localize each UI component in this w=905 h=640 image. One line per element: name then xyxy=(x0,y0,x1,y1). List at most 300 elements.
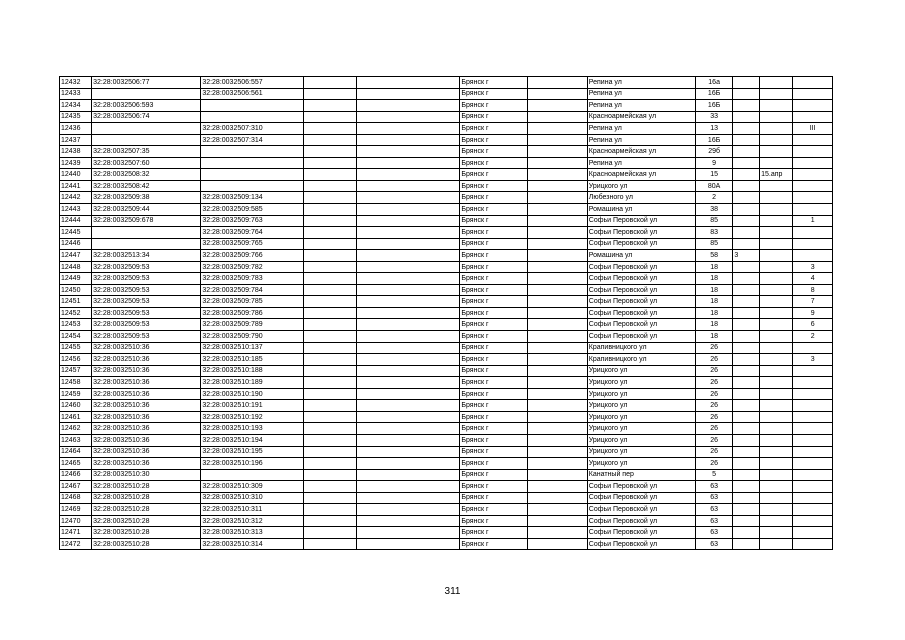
table-cell xyxy=(356,400,460,412)
table-cell: Брянск г xyxy=(460,273,527,285)
table-cell: 12433 xyxy=(60,88,92,100)
table-cell: 63 xyxy=(695,481,732,493)
table-cell xyxy=(760,134,793,146)
table-cell xyxy=(760,481,793,493)
table-cell: 3 xyxy=(793,354,833,366)
table-cell: 16Б xyxy=(695,88,732,100)
table-row xyxy=(60,157,833,169)
table-cell xyxy=(304,538,356,550)
table-cell xyxy=(733,180,760,192)
table-cell: 32:28:0032506:557 xyxy=(201,77,304,89)
table-cell: 7 xyxy=(793,296,833,308)
table-cell xyxy=(527,527,587,539)
table-cell: Брянск г xyxy=(460,400,527,412)
table-cell xyxy=(527,434,587,446)
table-cell xyxy=(527,123,587,135)
table-cell: Брянск г xyxy=(460,296,527,308)
table-cell: 26 xyxy=(695,434,732,446)
table-cell: 3 xyxy=(793,261,833,273)
table-cell xyxy=(793,434,833,446)
table-cell xyxy=(527,538,587,550)
table-cell: 32:28:0032510:193 xyxy=(201,423,304,435)
table-cell: 26 xyxy=(695,446,732,458)
table-cell: 32:28:0032510:28 xyxy=(92,515,201,527)
table-cell xyxy=(356,434,460,446)
table-cell: 12459 xyxy=(60,388,92,400)
table-cell: 15 xyxy=(695,169,732,181)
table-cell: Брянск г xyxy=(460,284,527,296)
table-cell: Софьи Перовской ул xyxy=(587,215,695,227)
table-cell xyxy=(356,527,460,539)
table-cell: 32:28:0032506:77 xyxy=(92,77,201,89)
table-cell xyxy=(760,319,793,331)
table-cell: 26 xyxy=(695,342,732,354)
table-cell: 32:28:0032510:36 xyxy=(92,365,201,377)
table-cell xyxy=(793,342,833,354)
table-row xyxy=(60,169,833,181)
table-cell xyxy=(356,504,460,516)
table-cell xyxy=(733,458,760,470)
table-cell xyxy=(733,331,760,343)
table-cell: 32:28:0032507:35 xyxy=(92,146,201,158)
table-cell: 63 xyxy=(695,538,732,550)
table-cell xyxy=(793,400,833,412)
table-cell: 85 xyxy=(695,238,732,250)
table-cell: 12445 xyxy=(60,227,92,239)
table-cell: 9 xyxy=(695,157,732,169)
table-cell xyxy=(760,527,793,539)
table-cell xyxy=(793,458,833,470)
table-cell xyxy=(793,492,833,504)
table-cell: 32:28:0032509:783 xyxy=(201,273,304,285)
table-cell xyxy=(760,423,793,435)
table-cell xyxy=(356,319,460,331)
table-cell xyxy=(92,238,201,250)
table-row xyxy=(60,538,833,550)
table-cell xyxy=(733,469,760,481)
table-cell: 32:28:0032510:36 xyxy=(92,400,201,412)
table-cell: 9 xyxy=(793,307,833,319)
table-cell xyxy=(356,261,460,273)
table-cell: 32:28:0032510:312 xyxy=(201,515,304,527)
table-cell xyxy=(733,342,760,354)
table-cell: 32:28:0032510:36 xyxy=(92,342,201,354)
table-cell: Урицкого ул xyxy=(587,365,695,377)
table-cell xyxy=(793,77,833,89)
table-cell: 1 xyxy=(793,215,833,227)
table-cell: Урицкого ул xyxy=(587,411,695,423)
table-cell xyxy=(527,342,587,354)
table-cell xyxy=(527,481,587,493)
table-cell: 12465 xyxy=(60,458,92,470)
table-cell xyxy=(733,515,760,527)
table-cell: Репина ул xyxy=(587,88,695,100)
table-cell: 32:28:0032510:28 xyxy=(92,504,201,516)
table-row xyxy=(60,100,833,112)
table-cell xyxy=(527,307,587,319)
table-cell: 32:28:0032510:196 xyxy=(201,458,304,470)
table-cell xyxy=(760,377,793,389)
table-cell: 32:28:0032506:593 xyxy=(92,100,201,112)
table-cell xyxy=(356,111,460,123)
table-cell: 4 xyxy=(793,273,833,285)
table-cell xyxy=(733,77,760,89)
table-cell: 12456 xyxy=(60,354,92,366)
table-cell xyxy=(201,111,304,123)
table-cell: 12439 xyxy=(60,157,92,169)
table-row xyxy=(60,261,833,273)
table-cell: Урицкого ул xyxy=(587,400,695,412)
table-cell: 16Б xyxy=(695,100,732,112)
table-cell: 32:28:0032510:36 xyxy=(92,458,201,470)
table-cell: Урицкого ул xyxy=(587,458,695,470)
table-cell: Брянск г xyxy=(460,538,527,550)
table-cell xyxy=(356,446,460,458)
table-cell xyxy=(733,88,760,100)
table-cell: 32:28:0032509:782 xyxy=(201,261,304,273)
table-cell xyxy=(733,446,760,458)
table-cell xyxy=(760,469,793,481)
table-cell: 12468 xyxy=(60,492,92,504)
table-cell xyxy=(733,123,760,135)
table-cell xyxy=(733,504,760,516)
table-cell: 32:28:0032510:188 xyxy=(201,365,304,377)
table-cell xyxy=(733,111,760,123)
table-cell: 26 xyxy=(695,423,732,435)
table-cell: Урицкого ул xyxy=(587,180,695,192)
table-cell xyxy=(304,273,356,285)
table-cell xyxy=(733,411,760,423)
table-cell: Брянск г xyxy=(460,504,527,516)
table-row xyxy=(60,296,833,308)
table-cell: 32:28:0032510:314 xyxy=(201,538,304,550)
table-cell: Брянск г xyxy=(460,411,527,423)
table-cell xyxy=(356,169,460,181)
table-cell xyxy=(527,296,587,308)
table-cell xyxy=(527,284,587,296)
table-cell: 32:28:0032510:36 xyxy=(92,423,201,435)
table-cell xyxy=(527,169,587,181)
table-cell xyxy=(356,458,460,470)
table-cell xyxy=(733,227,760,239)
table-cell: 32:28:0032510:190 xyxy=(201,388,304,400)
table-cell: Красноармейская ул xyxy=(587,111,695,123)
table-cell xyxy=(356,515,460,527)
table-cell xyxy=(356,77,460,89)
table-cell xyxy=(304,434,356,446)
table-cell xyxy=(92,88,201,100)
table-row xyxy=(60,504,833,516)
table-cell xyxy=(304,388,356,400)
table-cell xyxy=(201,180,304,192)
table-cell xyxy=(304,284,356,296)
table-cell: 32:28:0032509:763 xyxy=(201,215,304,227)
table-cell: Брянск г xyxy=(460,515,527,527)
table-cell: 32:28:0032509:53 xyxy=(92,261,201,273)
table-cell xyxy=(304,134,356,146)
table-cell: 12452 xyxy=(60,307,92,319)
table-cell: 12440 xyxy=(60,169,92,181)
table-cell: 32:28:0032509:53 xyxy=(92,319,201,331)
table-cell: 63 xyxy=(695,515,732,527)
table-cell xyxy=(527,134,587,146)
table-cell xyxy=(733,134,760,146)
table-cell: 32:28:0032510:36 xyxy=(92,377,201,389)
table-cell xyxy=(793,423,833,435)
table-cell: 12447 xyxy=(60,250,92,262)
table-cell xyxy=(527,331,587,343)
table-cell xyxy=(793,388,833,400)
table-cell xyxy=(793,515,833,527)
table-cell xyxy=(356,284,460,296)
table-cell: Брянск г xyxy=(460,342,527,354)
table-cell: 2 xyxy=(793,331,833,343)
table-cell xyxy=(760,354,793,366)
table-cell xyxy=(356,538,460,550)
table-cell xyxy=(793,250,833,262)
table-cell xyxy=(527,365,587,377)
table-row xyxy=(60,481,833,493)
table-cell: Софьи Перовской ул xyxy=(587,307,695,319)
table-cell: Крапивницкого ул xyxy=(587,354,695,366)
table-row xyxy=(60,527,833,539)
table-cell: 12435 xyxy=(60,111,92,123)
table-cell: Софьи Перовской ул xyxy=(587,296,695,308)
table-cell xyxy=(304,215,356,227)
table-cell: Красноармейская ул xyxy=(587,169,695,181)
table-cell: 13 xyxy=(695,123,732,135)
table-cell xyxy=(793,134,833,146)
table-cell: 12434 xyxy=(60,100,92,112)
table-cell: 12442 xyxy=(60,192,92,204)
table-row xyxy=(60,238,833,250)
table-cell xyxy=(304,307,356,319)
table-cell xyxy=(793,377,833,389)
table-cell xyxy=(356,342,460,354)
table-row xyxy=(60,458,833,470)
table-cell: 18 xyxy=(695,319,732,331)
table-cell xyxy=(304,204,356,216)
table-cell xyxy=(733,284,760,296)
table-cell xyxy=(356,204,460,216)
table-cell xyxy=(527,238,587,250)
table-cell xyxy=(793,538,833,550)
table-cell: 32:28:0032510:309 xyxy=(201,481,304,493)
table-cell xyxy=(356,469,460,481)
table-cell xyxy=(356,123,460,135)
table-cell xyxy=(733,192,760,204)
table-cell xyxy=(793,481,833,493)
table-cell: 63 xyxy=(695,504,732,516)
table-cell: Брянск г xyxy=(460,319,527,331)
table-cell: Красноармейская ул xyxy=(587,146,695,158)
table-cell xyxy=(733,492,760,504)
table-cell: 26 xyxy=(695,377,732,389)
table-cell: Брянск г xyxy=(460,100,527,112)
table-cell xyxy=(793,88,833,100)
table-cell: Урицкого ул xyxy=(587,377,695,389)
table-cell: 26 xyxy=(695,400,732,412)
table-cell: 32:28:0032510:36 xyxy=(92,411,201,423)
table-cell xyxy=(733,261,760,273)
table-cell xyxy=(527,504,587,516)
table-cell xyxy=(760,100,793,112)
table-cell: 2 xyxy=(695,192,732,204)
table-row xyxy=(60,77,833,89)
table-cell xyxy=(793,100,833,112)
table-cell: Урицкого ул xyxy=(587,434,695,446)
table-cell xyxy=(304,365,356,377)
table-row xyxy=(60,88,833,100)
table-cell xyxy=(793,180,833,192)
table-cell: 12432 xyxy=(60,77,92,89)
table-cell xyxy=(304,180,356,192)
table-cell xyxy=(304,250,356,262)
table-cell xyxy=(793,469,833,481)
table-cell: 18 xyxy=(695,261,732,273)
table-cell: Брянск г xyxy=(460,111,527,123)
table-cell xyxy=(527,192,587,204)
table-cell xyxy=(92,227,201,239)
table-cell: 32:28:0032510:28 xyxy=(92,538,201,550)
table-cell xyxy=(356,481,460,493)
registry-table xyxy=(59,76,833,550)
table-cell: Брянск г xyxy=(460,250,527,262)
table-cell xyxy=(201,169,304,181)
table-cell: 18 xyxy=(695,284,732,296)
table-cell: 32:28:0032509:765 xyxy=(201,238,304,250)
table-row xyxy=(60,469,833,481)
table-cell: Брянск г xyxy=(460,227,527,239)
table-cell: 12451 xyxy=(60,296,92,308)
table-cell xyxy=(527,146,587,158)
table-cell: 32:28:0032509:785 xyxy=(201,296,304,308)
table-row xyxy=(60,123,833,135)
table-cell xyxy=(304,354,356,366)
table-cell: Софьи Перовской ул xyxy=(587,515,695,527)
table-cell: 26 xyxy=(695,458,732,470)
table-cell: 12453 xyxy=(60,319,92,331)
table-cell: 32:28:0032509:134 xyxy=(201,192,304,204)
table-cell xyxy=(733,423,760,435)
table-cell: 85 xyxy=(695,215,732,227)
table-row xyxy=(60,388,833,400)
table-cell: 26 xyxy=(695,388,732,400)
table-cell xyxy=(760,331,793,343)
table-cell xyxy=(304,157,356,169)
table-row xyxy=(60,273,833,285)
table-cell: 32:28:0032509:53 xyxy=(92,331,201,343)
table-cell: 26 xyxy=(695,354,732,366)
table-cell xyxy=(793,365,833,377)
table-cell: Репина ул xyxy=(587,157,695,169)
table-cell xyxy=(92,134,201,146)
table-cell: 83 xyxy=(695,227,732,239)
table-cell: 12436 xyxy=(60,123,92,135)
table-cell: Софьи Перовской ул xyxy=(587,319,695,331)
table-row xyxy=(60,146,833,158)
table-cell: 32:28:0032510:195 xyxy=(201,446,304,458)
table-cell xyxy=(304,238,356,250)
table-cell: 12463 xyxy=(60,434,92,446)
table-cell: 32:28:0032510:28 xyxy=(92,527,201,539)
table-cell xyxy=(733,538,760,550)
table-cell xyxy=(760,238,793,250)
table-row xyxy=(60,365,833,377)
table-cell: 12458 xyxy=(60,377,92,389)
table-cell: Брянск г xyxy=(460,446,527,458)
table-cell: 12437 xyxy=(60,134,92,146)
table-cell xyxy=(304,111,356,123)
table-cell: Софьи Перовской ул xyxy=(587,273,695,285)
table-row xyxy=(60,192,833,204)
table-cell: 32:28:0032510:191 xyxy=(201,400,304,412)
table-cell xyxy=(760,515,793,527)
table-cell xyxy=(760,296,793,308)
table-cell xyxy=(793,169,833,181)
table-cell xyxy=(760,250,793,262)
table-cell: Брянск г xyxy=(460,388,527,400)
table-cell xyxy=(760,411,793,423)
table-cell xyxy=(527,261,587,273)
table-cell xyxy=(733,273,760,285)
table-cell xyxy=(304,146,356,158)
table-cell: 32:28:0032509:766 xyxy=(201,250,304,262)
table-cell: 12466 xyxy=(60,469,92,481)
table-cell: Урицкого ул xyxy=(587,388,695,400)
table-cell xyxy=(793,411,833,423)
table-cell: 32:28:0032506:561 xyxy=(201,88,304,100)
table-row xyxy=(60,204,833,216)
table-row xyxy=(60,307,833,319)
table-cell xyxy=(733,157,760,169)
table-cell xyxy=(793,157,833,169)
table-cell: 15.апр xyxy=(760,169,793,181)
table-cell xyxy=(356,134,460,146)
table-cell: Брянск г xyxy=(460,469,527,481)
table-cell xyxy=(356,377,460,389)
table-cell xyxy=(356,411,460,423)
table-cell xyxy=(304,169,356,181)
table-cell: 32:28:0032509:784 xyxy=(201,284,304,296)
table-cell xyxy=(304,192,356,204)
table-cell: 32:28:0032507:310 xyxy=(201,123,304,135)
table-cell: 12450 xyxy=(60,284,92,296)
table-cell xyxy=(760,538,793,550)
table-cell xyxy=(760,77,793,89)
table-cell xyxy=(527,157,587,169)
table-cell: III xyxy=(793,123,833,135)
table-cell xyxy=(527,400,587,412)
table-cell: Брянск г xyxy=(460,527,527,539)
table-cell xyxy=(356,88,460,100)
table-cell xyxy=(527,388,587,400)
table-cell xyxy=(527,354,587,366)
table-cell: 32:28:0032509:53 xyxy=(92,307,201,319)
table-row xyxy=(60,180,833,192)
table-row xyxy=(60,423,833,435)
table-cell xyxy=(760,365,793,377)
table-cell: 32:28:0032509:789 xyxy=(201,319,304,331)
table-cell xyxy=(356,215,460,227)
table-cell xyxy=(527,377,587,389)
table-cell: Урицкого ул xyxy=(587,423,695,435)
table-cell: 32:28:0032510:189 xyxy=(201,377,304,389)
table-cell: Софьи Перовской ул xyxy=(587,284,695,296)
table-cell xyxy=(527,411,587,423)
table-cell xyxy=(304,527,356,539)
table-row xyxy=(60,342,833,354)
